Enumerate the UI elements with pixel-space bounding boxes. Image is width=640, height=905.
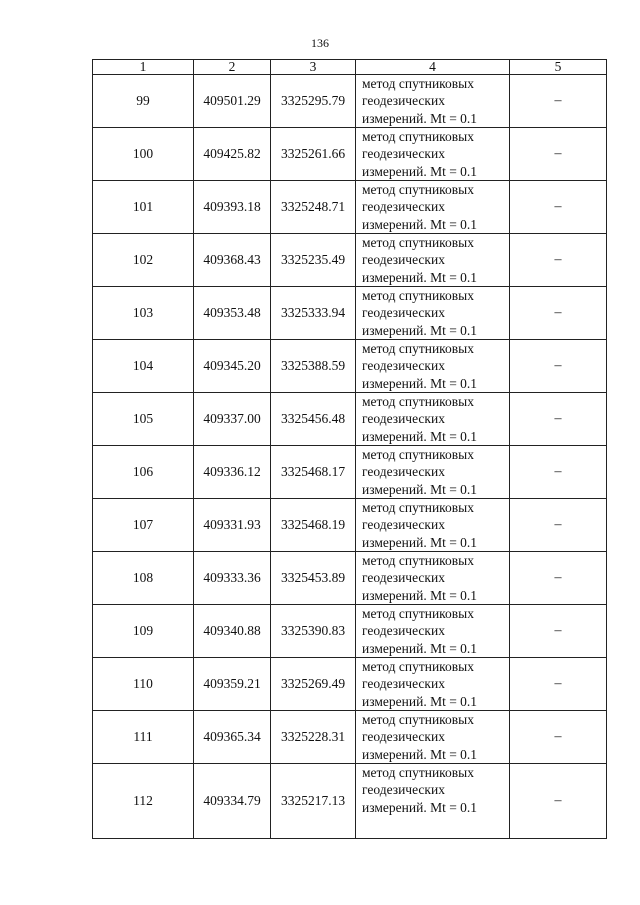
point-number-cell: 112 — [93, 764, 194, 839]
table-row — [93, 75, 607, 128]
method-line: метод спутниковых — [362, 765, 474, 780]
method-line: геодезических — [362, 676, 445, 692]
x-coordinate-cell: 409501.29 — [194, 75, 271, 128]
method-line: измерений. Mt = 0.1 — [362, 375, 478, 391]
method-line: измерений. Mt = 0.1 — [362, 587, 478, 603]
point-number-cell: 100 — [93, 128, 194, 181]
column-header-3: 3 — [271, 60, 356, 75]
method-cell — [356, 128, 510, 181]
note-cell: – — [510, 340, 607, 393]
method-line: геодезических — [362, 729, 445, 745]
method-line: метод спутниковых — [362, 129, 474, 144]
note-cell: – — [510, 234, 607, 287]
x-coordinate-cell: 409334.79 — [194, 764, 271, 839]
method-line: измерений. Mt = 0.1 — [362, 163, 478, 179]
method-line: геодезических — [362, 146, 445, 162]
note-cell: – — [510, 128, 607, 181]
method-line: метод спутниковых — [362, 341, 474, 356]
method-line: геодезических — [362, 570, 445, 586]
table-row — [93, 711, 607, 764]
y-coordinate-cell: 3325333.94 — [271, 287, 356, 340]
point-number-cell: 108 — [93, 552, 194, 605]
table-row — [93, 181, 607, 234]
y-coordinate-cell: 3325228.31 — [271, 711, 356, 764]
method-line: измерений. Mt = 0.1 — [362, 640, 478, 656]
method-line: измерений. Mt = 0.1 — [362, 269, 478, 285]
column-header-5: 5 — [510, 60, 607, 75]
table-header — [93, 60, 607, 75]
y-coordinate-cell: 3325295.79 — [271, 75, 356, 128]
x-coordinate-cell: 409331.93 — [194, 499, 271, 552]
note-cell: – — [510, 499, 607, 552]
point-number-cell: 106 — [93, 446, 194, 499]
method-line: геодезических — [362, 623, 445, 639]
page-number: 136 — [311, 36, 329, 50]
note-cell: – — [510, 605, 607, 658]
method-line: геодезических — [362, 305, 445, 321]
coordinates-table — [92, 59, 607, 839]
method-line: измерений. Mt = 0.1 — [362, 110, 478, 126]
y-coordinate-cell: 3325453.89 — [271, 552, 356, 605]
method-line: метод спутниковых — [362, 659, 474, 674]
method-cell — [356, 658, 510, 711]
y-coordinate-cell: 3325390.83 — [271, 605, 356, 658]
method-line: измерений. Mt = 0.1 — [362, 322, 478, 338]
method-line: метод спутниковых — [362, 712, 474, 727]
x-coordinate-cell: 409340.88 — [194, 605, 271, 658]
method-line: геодезических — [362, 252, 445, 268]
x-coordinate-cell: 409353.48 — [194, 287, 271, 340]
method-line: метод спутниковых — [362, 500, 474, 515]
x-coordinate-cell: 409345.20 — [194, 340, 271, 393]
method-line: метод спутниковых — [362, 182, 474, 197]
note-cell: – — [510, 764, 607, 839]
point-number-cell: 104 — [93, 340, 194, 393]
method-line: геодезических — [362, 199, 445, 215]
table-row — [93, 393, 607, 446]
column-header-2: 2 — [194, 60, 271, 75]
method-line: метод спутниковых — [362, 394, 474, 409]
y-coordinate-cell: 3325248.71 — [271, 181, 356, 234]
table-row — [93, 764, 607, 839]
table-row — [93, 499, 607, 552]
table-row — [93, 234, 607, 287]
table-row — [93, 446, 607, 499]
method-line: измерений. Mt = 0.1 — [362, 216, 478, 232]
y-coordinate-cell: 3325468.19 — [271, 499, 356, 552]
column-header-4: 4 — [356, 60, 510, 75]
table-body — [93, 75, 607, 839]
method-cell — [356, 711, 510, 764]
method-cell — [356, 764, 510, 839]
y-coordinate-cell: 3325468.17 — [271, 446, 356, 499]
method-line: геодезических — [362, 464, 445, 480]
x-coordinate-cell: 409425.82 — [194, 128, 271, 181]
table-row — [93, 605, 607, 658]
method-line: измерений. Mt = 0.1 — [362, 693, 478, 709]
y-coordinate-cell: 3325269.49 — [271, 658, 356, 711]
point-number-cell: 109 — [93, 605, 194, 658]
method-line: геодезических — [362, 358, 445, 374]
point-number-cell: 110 — [93, 658, 194, 711]
table-row — [93, 552, 607, 605]
method-line: измерений. Mt = 0.1 — [362, 534, 478, 550]
method-line: измерений. Mt = 0.1 — [362, 481, 478, 497]
note-cell: – — [510, 75, 607, 128]
point-number-cell: 111 — [93, 711, 194, 764]
table-row — [93, 658, 607, 711]
point-number-cell: 99 — [93, 75, 194, 128]
point-number-cell: 102 — [93, 234, 194, 287]
point-number-cell: 103 — [93, 287, 194, 340]
y-coordinate-cell: 3325456.48 — [271, 393, 356, 446]
x-coordinate-cell: 409336.12 — [194, 446, 271, 499]
method-line: измерений. Mt = 0.1 — [362, 799, 478, 815]
y-coordinate-cell: 3325217.13 — [271, 764, 356, 839]
x-coordinate-cell: 409333.36 — [194, 552, 271, 605]
y-coordinate-cell: 3325261.66 — [271, 128, 356, 181]
table-row — [93, 340, 607, 393]
method-line: метод спутниковых — [362, 553, 474, 568]
note-cell: – — [510, 287, 607, 340]
point-number-cell: 105 — [93, 393, 194, 446]
note-cell: – — [510, 181, 607, 234]
x-coordinate-cell: 409368.43 — [194, 234, 271, 287]
y-coordinate-cell: 3325235.49 — [271, 234, 356, 287]
note-cell: – — [510, 552, 607, 605]
method-cell — [356, 446, 510, 499]
column-header-1: 1 — [93, 60, 194, 75]
note-cell: – — [510, 446, 607, 499]
method-line: геодезических — [362, 93, 445, 109]
x-coordinate-cell: 409337.00 — [194, 393, 271, 446]
point-number-cell: 107 — [93, 499, 194, 552]
method-cell — [356, 75, 510, 128]
x-coordinate-cell: 409393.18 — [194, 181, 271, 234]
method-cell — [356, 340, 510, 393]
y-coordinate-cell: 3325388.59 — [271, 340, 356, 393]
method-line: геодезических — [362, 782, 445, 798]
method-line: измерений. Mt = 0.1 — [362, 428, 478, 444]
note-cell: – — [510, 658, 607, 711]
method-cell — [356, 552, 510, 605]
table-row — [93, 128, 607, 181]
method-line: геодезических — [362, 517, 445, 533]
method-line: метод спутниковых — [362, 606, 474, 621]
method-line: метод спутниковых — [362, 76, 474, 91]
method-cell — [356, 605, 510, 658]
note-cell: – — [510, 393, 607, 446]
method-line: метод спутниковых — [362, 235, 474, 250]
method-cell — [356, 234, 510, 287]
method-cell — [356, 499, 510, 552]
x-coordinate-cell: 409365.34 — [194, 711, 271, 764]
x-coordinate-cell: 409359.21 — [194, 658, 271, 711]
method-line: метод спутниковых — [362, 288, 474, 303]
method-cell — [356, 393, 510, 446]
header-row — [93, 60, 607, 75]
method-cell — [356, 181, 510, 234]
point-number-cell: 101 — [93, 181, 194, 234]
table-row — [93, 287, 607, 340]
method-line: метод спутниковых — [362, 447, 474, 462]
method-cell — [356, 287, 510, 340]
method-line: геодезических — [362, 411, 445, 427]
note-cell: – — [510, 711, 607, 764]
method-line: измерений. Mt = 0.1 — [362, 746, 478, 762]
